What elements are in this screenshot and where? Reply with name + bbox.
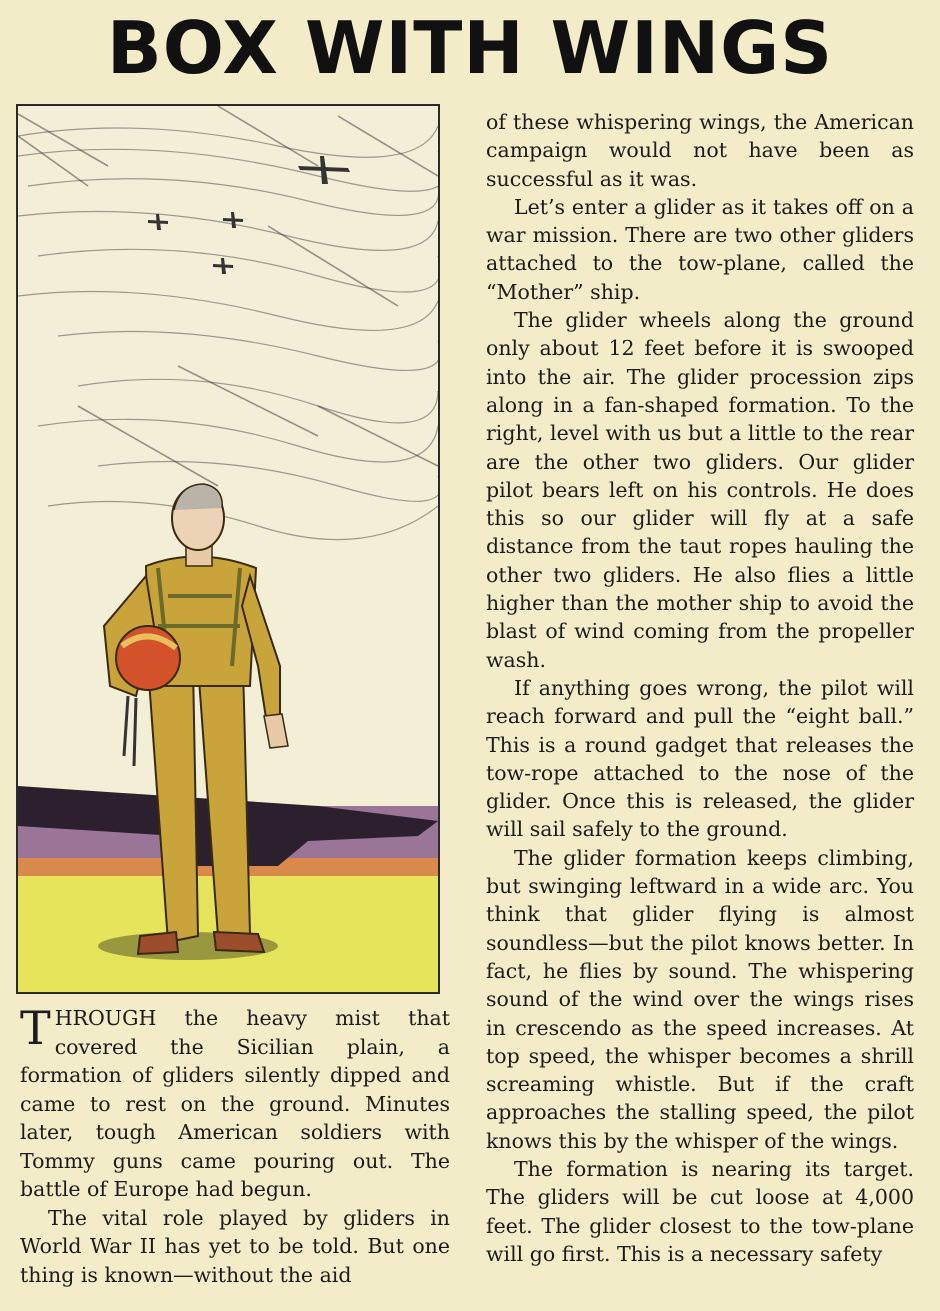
illustration-pilot [16,104,440,994]
paragraph-sound: The glider formation keeps climbing, but swinging leftward in a wide arc. You think that glider flying is almost soundless—but the pilot knows better. In fact, he flies by sound. The whispering sound of the wind over the wings rises in crescendo as the speed increases. At top speed, the whisper becomes a shrill screaming whistle. But if the craft approaches the stalling speed, the pilot knows this by the whisper of the wings. [486,845,914,1153]
drop-cap: T [20,1001,51,1055]
paragraph-vital-role: The vital role played by gliders in World War II has yet to be told. But one thing is known—without the aid [20,1205,450,1287]
opening-paragraph [20,1001,450,1204]
right-text-column [486,108,914,1268]
paragraph-formation: The glider wheels along the ground only about 12 feet before it is swooped into the air. The glider procession zips along in a fan-shaped formation. To the right, level with us but a little to the rear are the other two gliders. Our glider pilot bears left on his controls. He does this so our glider will fly at a safe distance from the taut ropes hauling the other two gliders. He also flies a little higher than the mother ship to avoid the blast of wind coming from the propeller wash. [486,308,914,672]
paragraph-continued: of these whispering wings, the American campaign would not have been as successful as it was. [486,110,914,191]
paragraph-target: The formation is nearing its target. The gliders will be cut loose at 4,000 feet. The glider closest to the tow-plane will go first. This is a necessary safety [486,1156,914,1266]
paragraph-eight-ball: If anything goes wrong, the pilot will reach forward and pull the “eight ball.” This is a round gadget that releases the tow-rope attached to the nose of the glider. Once this is released, the glider will sail safely to the ground. [486,675,914,842]
left-text-column [20,1001,450,1289]
opening-paragraph-text: the heavy mist that covered the Sicilian plain, a formation of gliders silently dipped and came to rest on the ground. Minutes later, tough American soldiers with Tommy guns came pouring out. The battle of Europe had begun. [20,1006,450,1201]
lead-word: HROUGH [54,1006,157,1030]
pilot-glider-scene [18,106,438,992]
page-title: BOX WITH WINGS [106,6,834,90]
paragraph-takeoff: Let’s enter a glider as it takes off on a war mission. There are two other gliders attached to the tow-plane, called the “Mother” ship. [486,194,914,304]
